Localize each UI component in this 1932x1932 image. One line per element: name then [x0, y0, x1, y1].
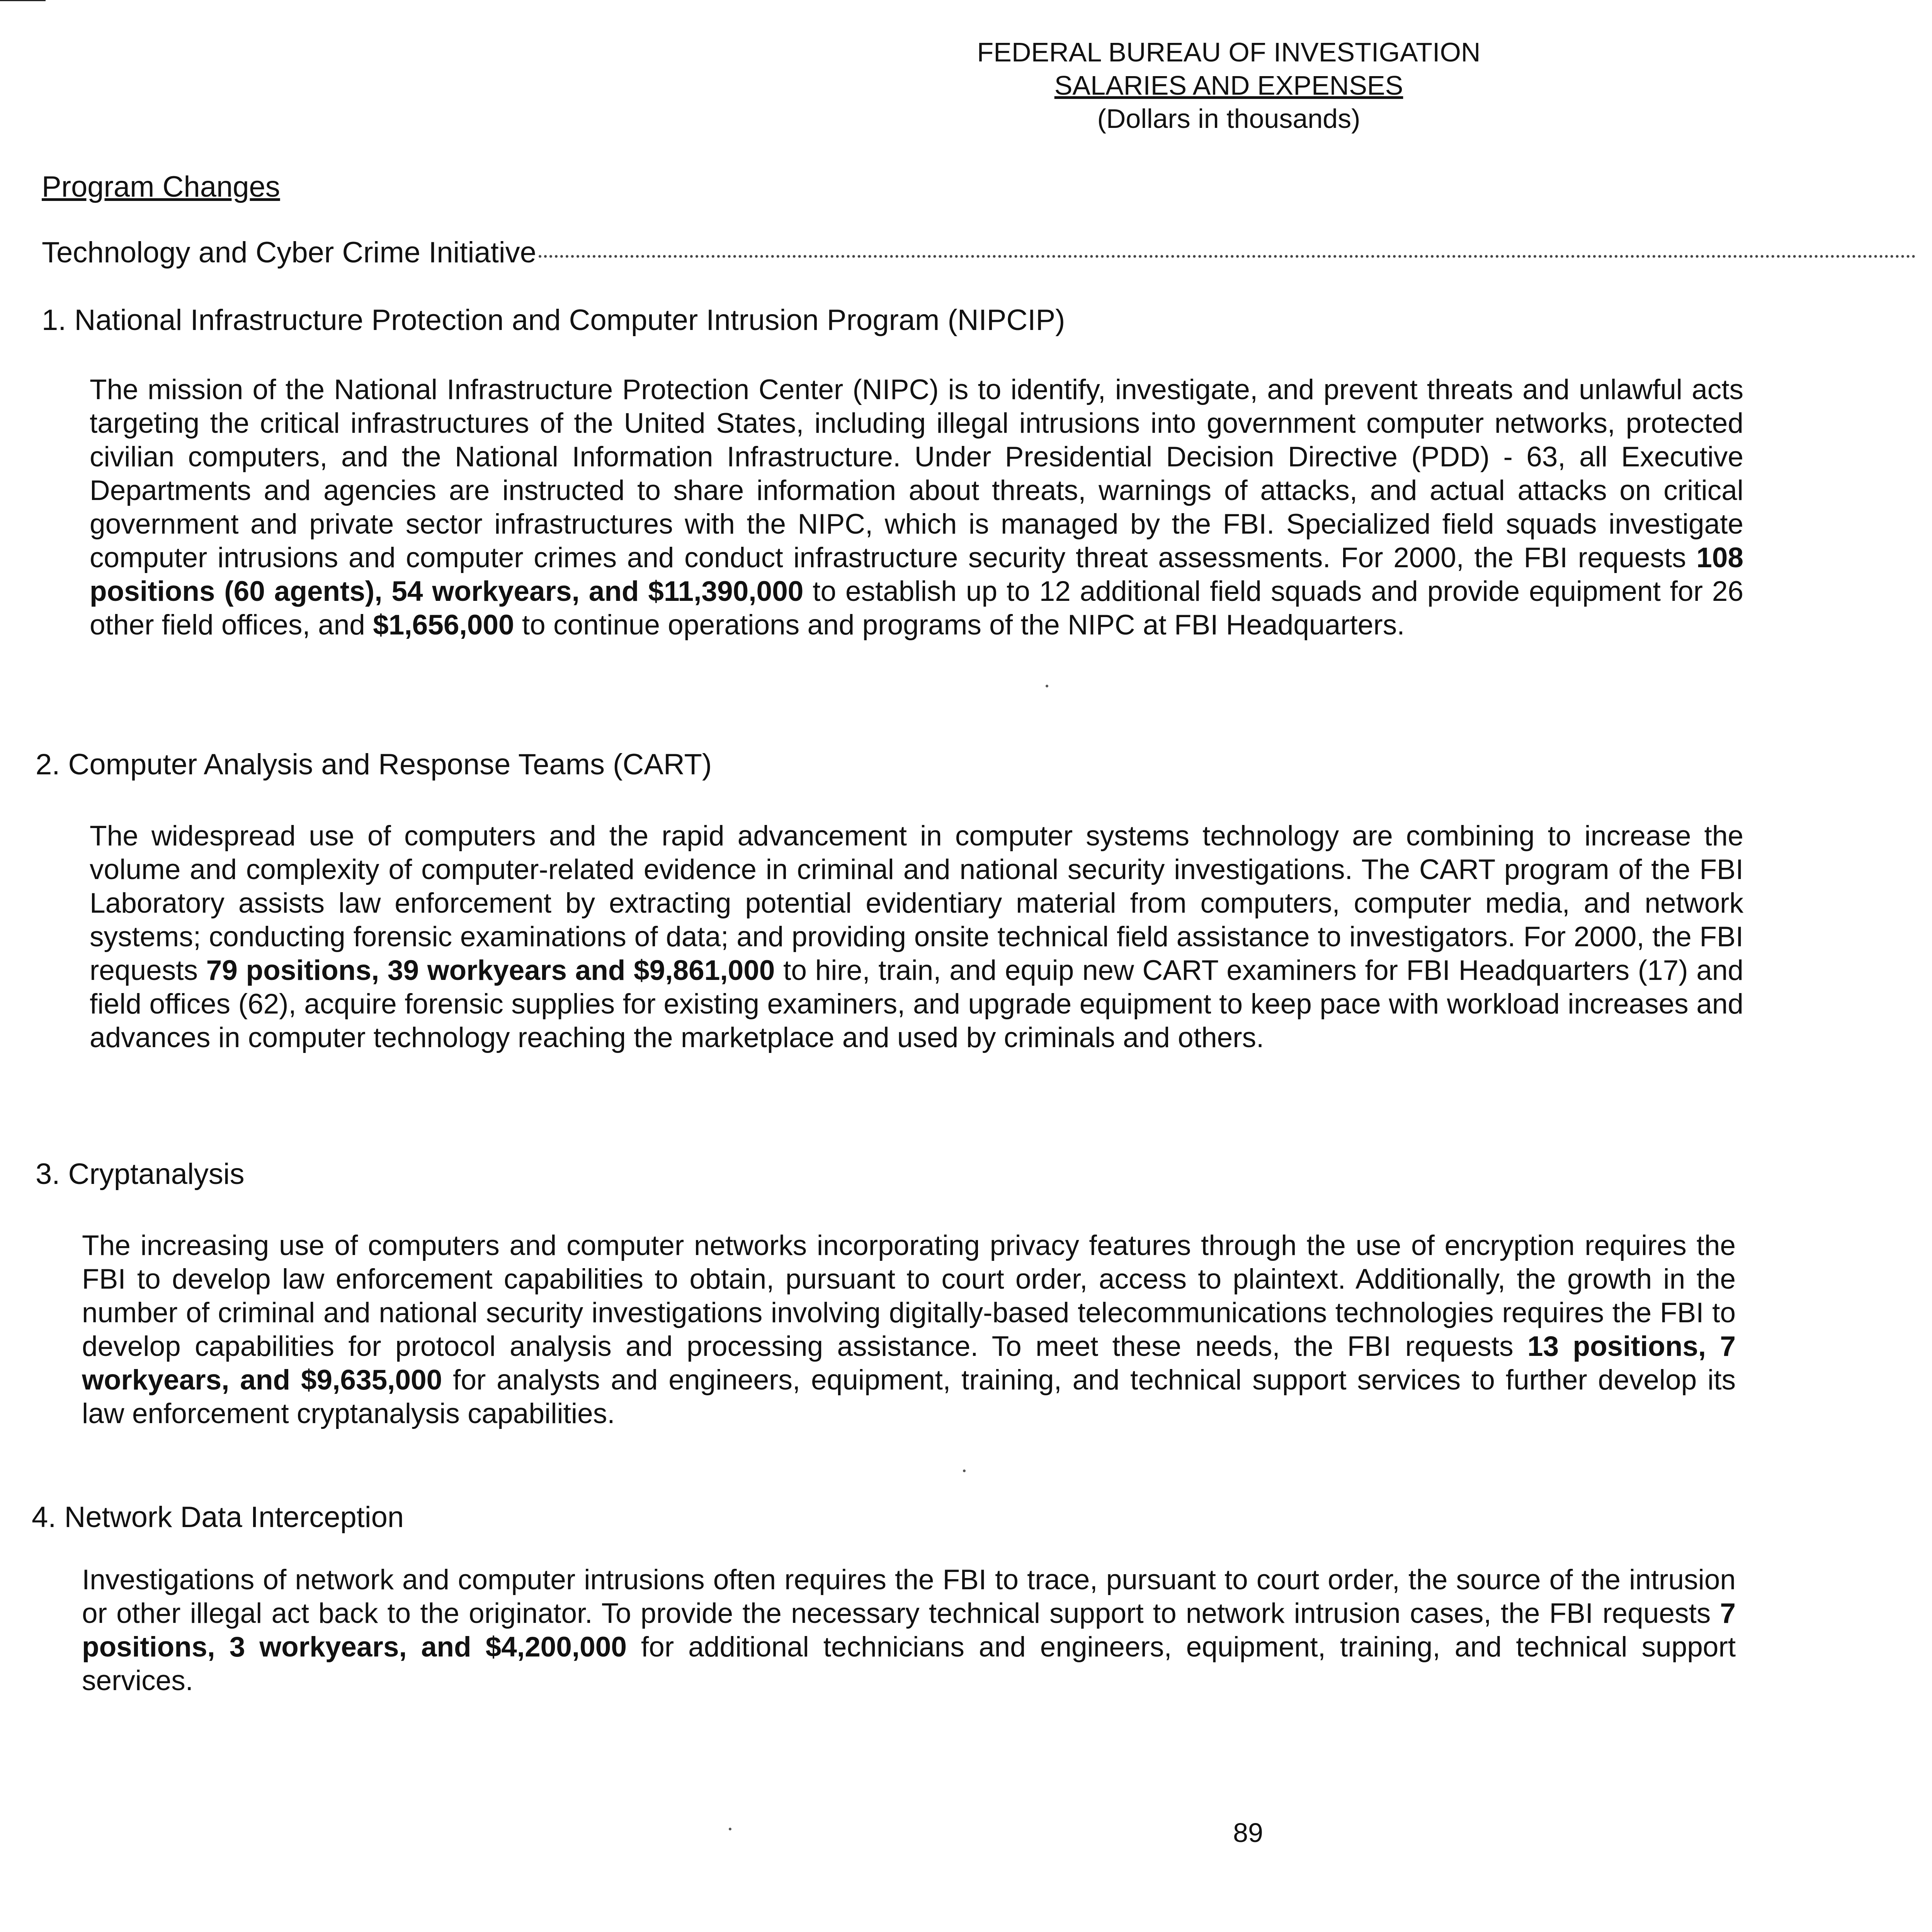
stray-mark	[1046, 685, 1048, 687]
column-header-pos	[1913, 171, 1932, 205]
page-number: 89	[1233, 1818, 1263, 1848]
body-text: to continue operations and programs of the NIPC at FBI Headquarters.	[514, 609, 1405, 641]
stray-mark	[963, 1469, 966, 1472]
body-text: The widespread use of computers and the rapid advancement in computer systems technology are combining to increase the volume and complexity of computer-related evidence in criminal and national security investigations. The CART program of the FBI Laboratory assists law enforcement by extracting potential evidentiary material from computers, computer media, and network systems; conducting forensic examinations of data; and providing onsite technical field assistance to investigators. For 2000, the FBI requests	[90, 820, 1743, 986]
body-bold-amount: $1,656,000	[373, 609, 514, 641]
body-text: The mission of the National Infrastructure Protection Center (NIPC) is to identify, investigate, and prevent threats and unlawful acts targeting the critical infrastructures of the United States, including illegal intrusions into government computer networks, protected civilian computers, and the National Information Infrastructure. Under Presidential Decision Directive (PDD) - 63, all Executive Departments and agencies are instructed to share information about threats, warnings of attacks, and actual attacks on critical government and private sector infrastructures with the NIPC, which is managed by the FBI. Specialized field squads investigate computer intrusions and computer crimes and conduct infrastructure security threat assessments. For 2000, the FBI requests	[90, 374, 1743, 573]
account-title: SALARIES AND EXPENSES	[1054, 70, 1403, 100]
body-text: to hire, train, and equip new CART examiners for FBI Headquarters (17) and field offices (62), acquire forensic supplies for existing examiners, and upgrade equipment to keep pace with workload increases and advances in computer technology reaching the marketplace and used by criminals and others.	[90, 955, 1743, 1053]
body-bold-request: 108 positions (60 agents), 54 workyears, and $11,390,000	[90, 542, 1743, 607]
body-text: to establish up to 12 additional field squads and provide equipment for 26 other field offices, and	[90, 576, 1743, 641]
body-bold-request: 79 positions, 39 workyears and $9,861,000	[206, 955, 775, 986]
body-text: Investigations of network and computer intrusions often requires the FBI to trace, pursuant to court order, the source of the intrusion or other illegal act back to the originator. To provide the necessary technical support to network intrusion cases, the FBI requests	[82, 1564, 1736, 1629]
section-body-cart	[90, 819, 1743, 1054]
body-text: for analysts and engineers, equipment, training, and technical support services to further develop its law enforcement cryptanalysis capabilities.	[82, 1364, 1736, 1429]
summary-perm-pos	[1928, 236, 1932, 270]
body-text: The increasing use of computers and computer networks incorporating privacy features through the use of encryption requires the FBI to develop law enforcement capabilities to obtain, pursuant to court order, access to plaintext. Additionally, the growth in the number of criminal and national security investigations involving digitally-based telecommunications technologies requires the FBI to develop capabilities for protocol analysis and processing assistance. To meet these needs, the FBI requests	[82, 1230, 1736, 1362]
summary-row	[42, 236, 1916, 270]
units-note: (Dollars in thousands)	[1097, 104, 1361, 134]
section-body-nipcip	[90, 373, 1743, 642]
section-body-cryptanalysis	[82, 1229, 1736, 1430]
section-title-cryptanalysis: 3. Cryptanalysis	[36, 1158, 245, 1190]
dot-leader	[539, 255, 1916, 258]
agency-heading: FEDERAL BUREAU OF INVESTIGATION	[977, 37, 1481, 67]
section-title-cart: 2. Computer Analysis and Response Teams (CART)	[36, 748, 712, 781]
body-bold-request: 7 positions, 3 workyears, and $4,200,000	[82, 1598, 1736, 1663]
corner-rule	[0, 0, 46, 1]
body-bold-request: 13 positions, 7 workyears, and $9,635,000	[82, 1331, 1736, 1396]
stray-mark	[729, 1828, 731, 1830]
section-title-nipcip: 1. National Infrastructure Protection and Computer Intrusion Program (NIPCIP)	[42, 304, 1065, 337]
section-title-network-data: 4. Network Data Interception	[32, 1501, 404, 1534]
section-body-network-data	[82, 1563, 1736, 1697]
summary-row-label: Technology and Cyber Crime Initiative	[42, 236, 536, 269]
column-header-perm	[1913, 137, 1932, 171]
column-header-program-changes: Program Changes	[42, 170, 280, 203]
body-text: for additional technicians and engineers, equipment, training, and technical support services.	[82, 1631, 1736, 1696]
column-header-perm-pos	[1913, 137, 1932, 205]
